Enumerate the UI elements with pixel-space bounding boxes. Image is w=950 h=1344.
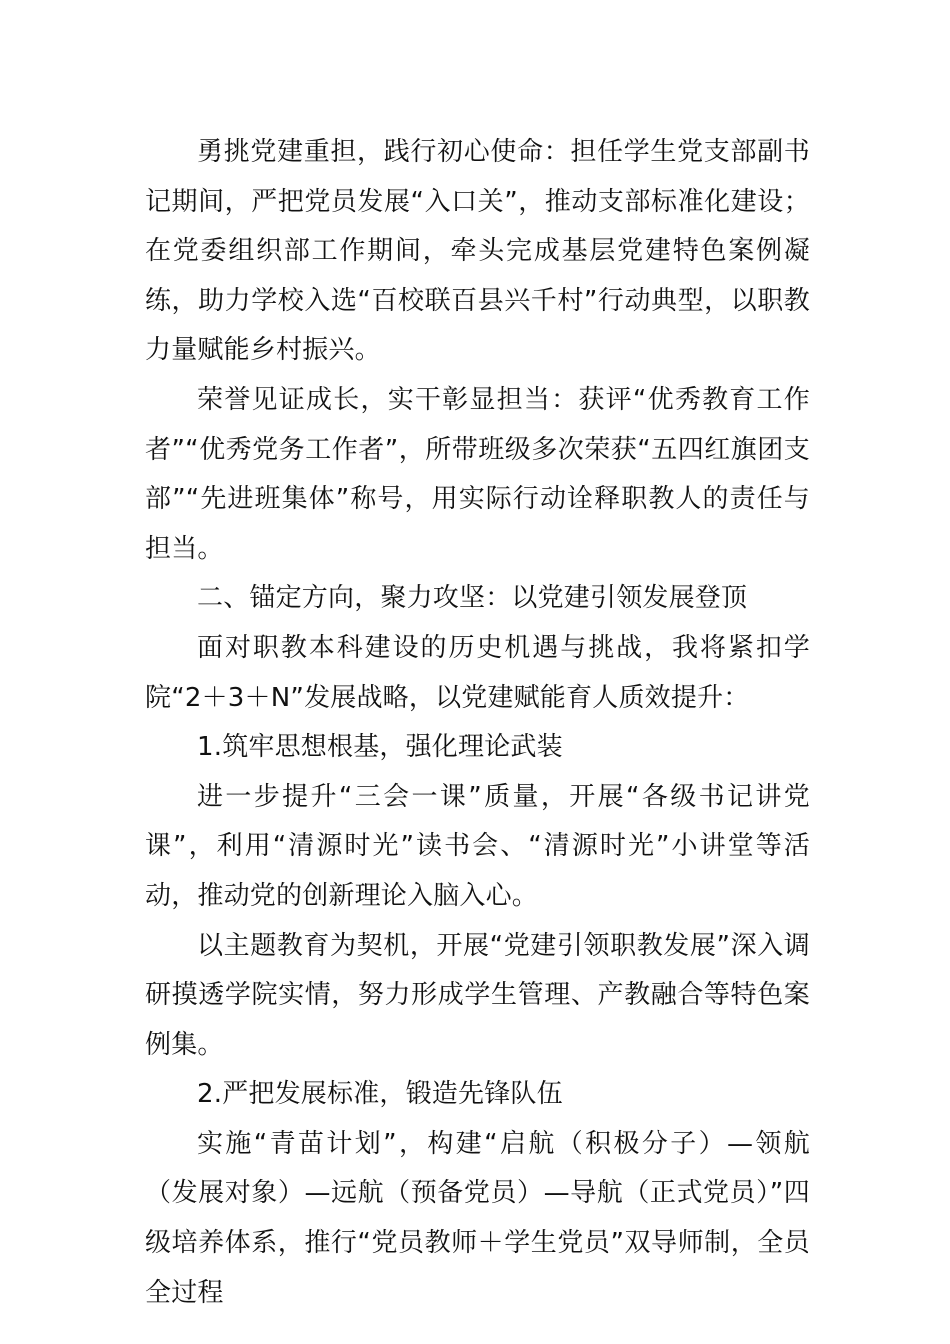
- paragraph-theme-education: 以主题教育为契机，开展“党建引领职教发展”深入调研摸透学院实情，努力形成学生管理、产教融合等特色案例集。: [145, 930, 810, 1060]
- section-heading-2: 二、锚定方向，聚力攻坚：以党建引领发展登顶: [197, 583, 748, 614]
- paragraph-theory-study: 进一步提升“三会一课”质量，开展“各级书记讲党课”，利用“清源时光”读书会、“清源时光”小讲堂等活动，推动党的创新理论入脑入心。: [145, 781, 810, 911]
- subheading-2: 2.严把发展标准，锻造先锋队伍: [197, 1079, 563, 1110]
- paragraph-honors: 荣誉见证成长，实干彰显担当：获评“优秀教育工作者”“优秀党务工作者”，所带班级多次荣获“五四红旗团支部”“先进班集体”称号，用实际行动诠释职教人的责任与担当。: [145, 384, 810, 564]
- document-body: [145, 128, 810, 1318]
- subheading-1: 1.筑牢思想根基，强化理论武装: [197, 732, 563, 763]
- paragraph-strategy-intro: 面对职教本科建设的历史机遇与挑战，我将紧扣学院“2＋3＋N”发展战略，以党建赋能育人质效提升：: [145, 632, 810, 713]
- paragraph-party-building-role: 勇挑党建重担，践行初心使命：担任学生党支部副书记期间，严把党员发展“入口关”，推动支部标准化建设；在党委组织部工作期间，牵头完成基层党建特色案例凝练，助力学校入选“百校联百县兴千村”行动典型，以职教力量赋能乡村振兴。: [145, 137, 810, 366]
- paragraph-seedling-plan: 实施“青苗计划”，构建“启航（积极分子）—领航（发展对象）—远航（预备党员）—导航（正式党员）”四级培养体系，推行“党员教师＋学生党员”双导师制，全员全过程: [145, 1128, 810, 1308]
